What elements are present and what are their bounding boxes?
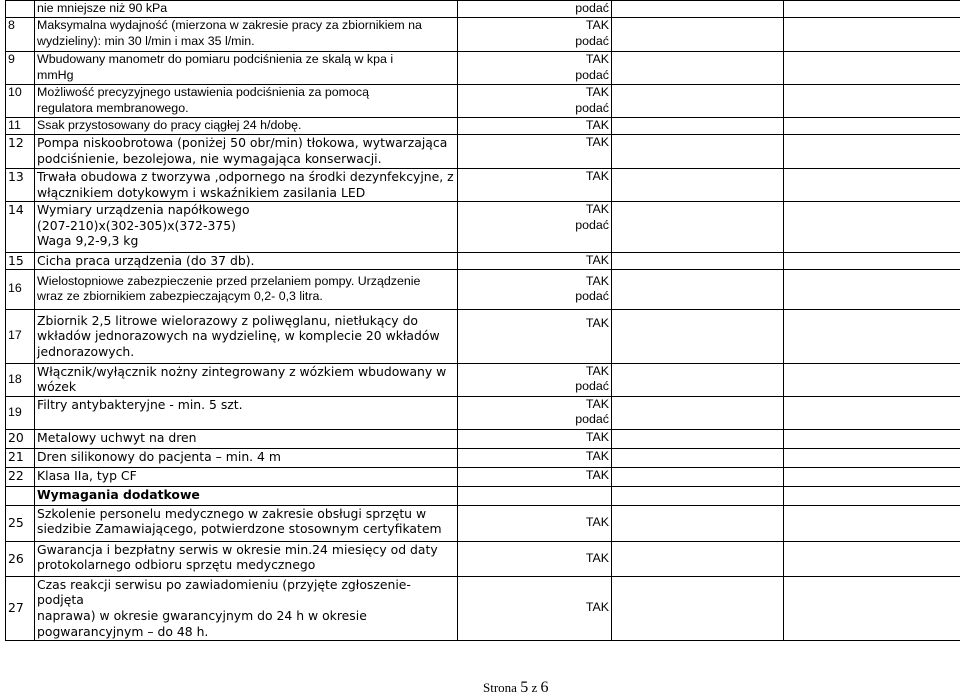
offer-cell xyxy=(612,18,784,52)
row-requirement: TAK xyxy=(458,135,612,169)
remarks-cell xyxy=(784,396,960,429)
offer-cell xyxy=(612,486,784,505)
row-requirement: TAK podać xyxy=(458,363,612,396)
remarks-cell xyxy=(784,202,960,253)
offer-cell xyxy=(612,135,784,169)
row-requirement: TAK xyxy=(458,169,612,202)
row-requirement: TAK podać xyxy=(458,202,612,253)
offer-cell xyxy=(612,1,784,18)
row-description: Metalowy uchwyt na dren xyxy=(35,429,458,448)
row-description: Gwarancja i bezpłatny serwis w okresie min.24 miesięcy od daty protokolarnego odbioru sprzętu medycznego xyxy=(35,541,458,576)
row-number: 25 xyxy=(6,505,35,541)
row-description: Trwała obudowa z tworzywa ,odpornego na środki dezynfekcyjne, z włącznikiem dotykowym i wskaźnikiem zasilania LED xyxy=(35,169,458,202)
row-description: Szkolenie personelu medycznego w zakresie obsługi sprzętu w siedzibie Zamawiającego, potwierdzone stosownym certyfikatem xyxy=(35,505,458,541)
row-number: 20 xyxy=(6,429,35,448)
table-row xyxy=(6,169,960,202)
offer-cell xyxy=(612,118,784,135)
row-description: nie mniejsze niż 90 kPa xyxy=(35,1,458,18)
row-number: 14 xyxy=(6,202,35,253)
row-requirement: TAK podać xyxy=(458,269,612,309)
remarks-cell xyxy=(784,576,960,640)
row-requirement: TAK xyxy=(458,467,612,486)
table-row xyxy=(6,1,960,18)
table-row xyxy=(6,202,960,253)
row-requirement: TAK xyxy=(458,505,612,541)
row-requirement: TAK xyxy=(458,118,612,135)
table-row xyxy=(6,135,960,169)
row-requirement: TAK podać xyxy=(458,52,612,85)
row-requirement: TAK xyxy=(458,576,612,640)
row-description: Klasa IIa, typ CF xyxy=(35,467,458,486)
remarks-cell xyxy=(784,135,960,169)
offer-cell xyxy=(612,576,784,640)
remarks-cell xyxy=(784,467,960,486)
offer-cell xyxy=(612,169,784,202)
table-row xyxy=(6,363,960,396)
page-footer xyxy=(483,679,548,697)
row-description: Maksymalna wydajność (mierzona w zakresie pracy za zbiornikiem na wydzieliny): min 30 l/min i max 35 l/min. xyxy=(35,18,458,52)
table-row xyxy=(6,467,960,486)
offer-cell xyxy=(612,202,784,253)
row-number: 10 xyxy=(6,85,35,118)
row-description: Filtry antybakteryjne - min. 5 szt. xyxy=(35,396,458,429)
row-number: 15 xyxy=(6,253,35,270)
row-requirement: TAK podać xyxy=(458,396,612,429)
row-number: 18 xyxy=(6,363,35,396)
offer-cell xyxy=(612,253,784,270)
table-row xyxy=(6,85,960,118)
offer-cell xyxy=(612,429,784,448)
row-number: 13 xyxy=(6,169,35,202)
table-row xyxy=(6,269,960,309)
offer-cell xyxy=(612,505,784,541)
row-requirement: podać xyxy=(458,1,612,18)
table-row xyxy=(6,486,960,505)
offer-cell xyxy=(612,309,784,363)
row-description: Pompa niskoobrotowa (poniżej 50 obr/min) tłokowa, wytwarzająca podciśnienie, bezolejowa, nie wymagająca konserwacji. xyxy=(35,135,458,169)
row-description: Dren silikonowy do pacjenta – min. 4 m xyxy=(35,448,458,467)
offer-cell xyxy=(612,467,784,486)
row-requirement: TAK xyxy=(458,253,612,270)
row-number xyxy=(6,486,35,505)
remarks-cell xyxy=(784,52,960,85)
row-number: 21 xyxy=(6,448,35,467)
table-row xyxy=(6,118,960,135)
remarks-cell xyxy=(784,169,960,202)
row-description: Wielostopniowe zabezpieczenie przed przelaniem pompy. Urządzenie wraz ze zbiornikiem zabezpieczającym 0,2- 0,3 litra. xyxy=(35,269,458,309)
row-requirement: TAK xyxy=(458,309,612,363)
table-row xyxy=(6,253,960,270)
current-page: 5 xyxy=(520,679,528,696)
table-row xyxy=(6,541,960,576)
remarks-cell xyxy=(784,85,960,118)
remarks-cell xyxy=(784,253,960,270)
row-description: Czas reakcji serwisu po zawiadomieniu (przyjęte zgłoszenie- podjęta naprawa) w okresie gwarancyjnym do 24 h w okresie pogwarancyjnym – do 48 h. xyxy=(35,576,458,640)
remarks-cell xyxy=(784,269,960,309)
specification-table xyxy=(5,0,960,641)
row-number: 11 xyxy=(6,118,35,135)
table-row xyxy=(6,309,960,363)
row-requirement xyxy=(458,486,612,505)
row-description: Ssak przystosowany do pracy ciągłej 24 h/dobę. xyxy=(35,118,458,135)
row-number: 8 xyxy=(6,18,35,52)
row-number: 12 xyxy=(6,135,35,169)
row-description: Zbiornik 2,5 litrowe wielorazowy z poliwęglanu, nietłukący do wkładów jednorazowych na wydzielinę, w komplecie 20 wkładów jednorazowych. xyxy=(35,309,458,363)
remarks-cell xyxy=(784,486,960,505)
row-description: Włącznik/wyłącznik nożny zintegrowany z wózkiem wbudowany w wózek xyxy=(35,363,458,396)
remarks-cell xyxy=(784,309,960,363)
row-number: 27 xyxy=(6,576,35,640)
table-row xyxy=(6,505,960,541)
row-number: 26 xyxy=(6,541,35,576)
row-number: 17 xyxy=(6,309,35,363)
offer-cell xyxy=(612,269,784,309)
offer-cell xyxy=(612,448,784,467)
total-pages: 6 xyxy=(540,679,548,696)
row-number: 16 xyxy=(6,269,35,309)
remarks-cell xyxy=(784,363,960,396)
remarks-cell xyxy=(784,429,960,448)
remarks-cell xyxy=(784,1,960,18)
table-row xyxy=(6,52,960,85)
remarks-cell xyxy=(784,118,960,135)
remarks-cell xyxy=(784,505,960,541)
page-separator: z xyxy=(531,680,537,695)
row-number xyxy=(6,1,35,18)
table-row xyxy=(6,429,960,448)
section-heading: Wymagania dodatkowe xyxy=(35,486,458,505)
table-row xyxy=(6,18,960,52)
row-requirement: TAK xyxy=(458,541,612,576)
row-description: Cicha praca urządzenia (do 37 db). xyxy=(35,253,458,270)
offer-cell xyxy=(612,363,784,396)
offer-cell xyxy=(612,85,784,118)
row-requirement: TAK xyxy=(458,448,612,467)
row-requirement: TAK xyxy=(458,429,612,448)
offer-cell xyxy=(612,52,784,85)
table-row xyxy=(6,396,960,429)
remarks-cell xyxy=(784,541,960,576)
row-description: Wbudowany manometr do pomiaru podciśnienia ze skalą w kpa i mmHg xyxy=(35,52,458,85)
remarks-cell xyxy=(784,448,960,467)
row-number: 9 xyxy=(6,52,35,85)
page-label: Strona xyxy=(483,680,517,695)
row-description: Wymiary urządzenia napółkowego (207-210)x(302-305)x(372-375) Waga 9,2-9,3 kg xyxy=(35,202,458,253)
row-requirement: TAK podać xyxy=(458,18,612,52)
row-description: Możliwość precyzyjnego ustawienia podciśnienia za pomocą regulatora membranowego. xyxy=(35,85,458,118)
row-requirement: TAK podać xyxy=(458,85,612,118)
table-row xyxy=(6,576,960,640)
remarks-cell xyxy=(784,18,960,52)
row-number: 19 xyxy=(6,396,35,429)
row-number: 22 xyxy=(6,467,35,486)
offer-cell xyxy=(612,396,784,429)
table-row xyxy=(6,448,960,467)
offer-cell xyxy=(612,541,784,576)
